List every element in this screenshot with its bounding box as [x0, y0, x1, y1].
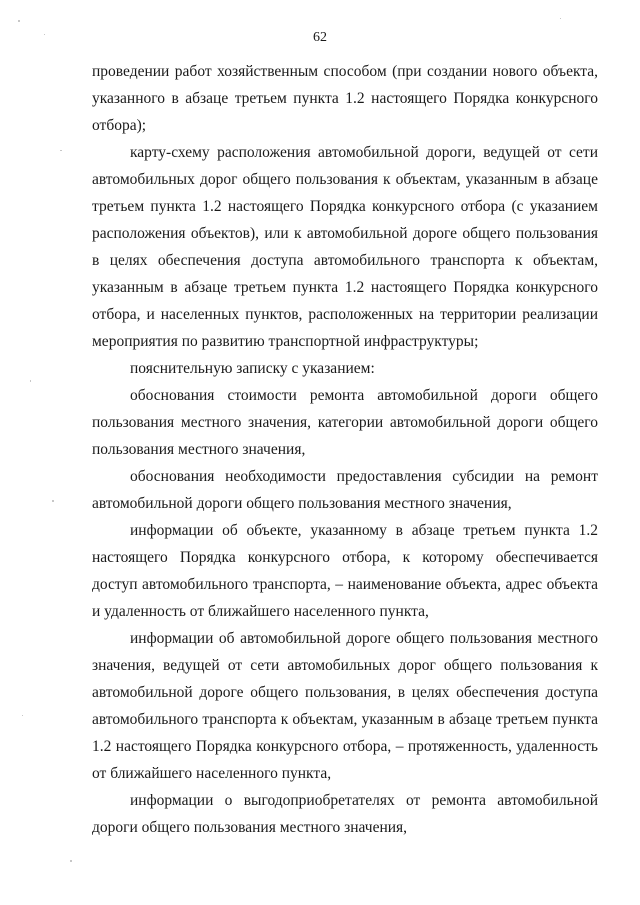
- paragraph: проведении работ хозяйственным способом (при создании нового объекта, указанного в абзаце третьем пункта 1.2 настоящего Порядка конкурсного отбора);: [92, 63, 598, 134]
- paragraph: обоснования необходимости предоставления субсидии на ремонт автомобильной дороги общего пользования местного значения,: [92, 468, 598, 512]
- document-body: [92, 58, 598, 841]
- paragraph: пояснительную записку с указанием:: [130, 360, 375, 377]
- paragraph: обоснования стоимости ремонта автомобильной дороги общего пользования местного значения, категории автомобильной дороги общего пользования местного значения,: [92, 387, 598, 458]
- paragraph: карту-схему расположения автомобильной дороги, ведущей от сети автомобильных дорог общего пользования к объектам, указанным в абзаце третьем пункта 1.2 настоящего Порядка конкурсного отбора (с указанием расположения объектов), или к автомобильной дороге общего пользования в целях обеспечения доступа автомобильного транспорта к объектам, указанным в абзаце третьем пункта 1.2 настоящего Порядка конкурсного отбора, и населенных пунктов, расположенных на территории реализации мероприятия по развитию транспортной инфраструктуры;: [92, 144, 598, 350]
- paragraph: информации об автомобильной дороге общего пользования местного значения, ведущей от сети автомобильных дорог общего пользования к автомобильной дороге общего пользования, в целях обеспечения доступа автомобильного транспорта к объектам, указанным в абзаце третьем пункта 1.2 настоящего Порядка конкурсного отбора, – протяженность, удаленность от ближайшего населенного пункта,: [92, 630, 598, 782]
- paragraph: информации о выгодоприобретателях от ремонта автомобильной дороги общего пользования местного значения,: [92, 792, 598, 836]
- page-number: 62: [313, 30, 327, 45]
- paragraph: информации об объекте, указанному в абзаце третьем пункта 1.2 настоящего Порядка конкурсного отбора, к которому обеспечивается доступ автомобильного транспорта, – наименование объекта, адрес объекта и удаленность от ближайшего населенного пункта,: [92, 522, 598, 620]
